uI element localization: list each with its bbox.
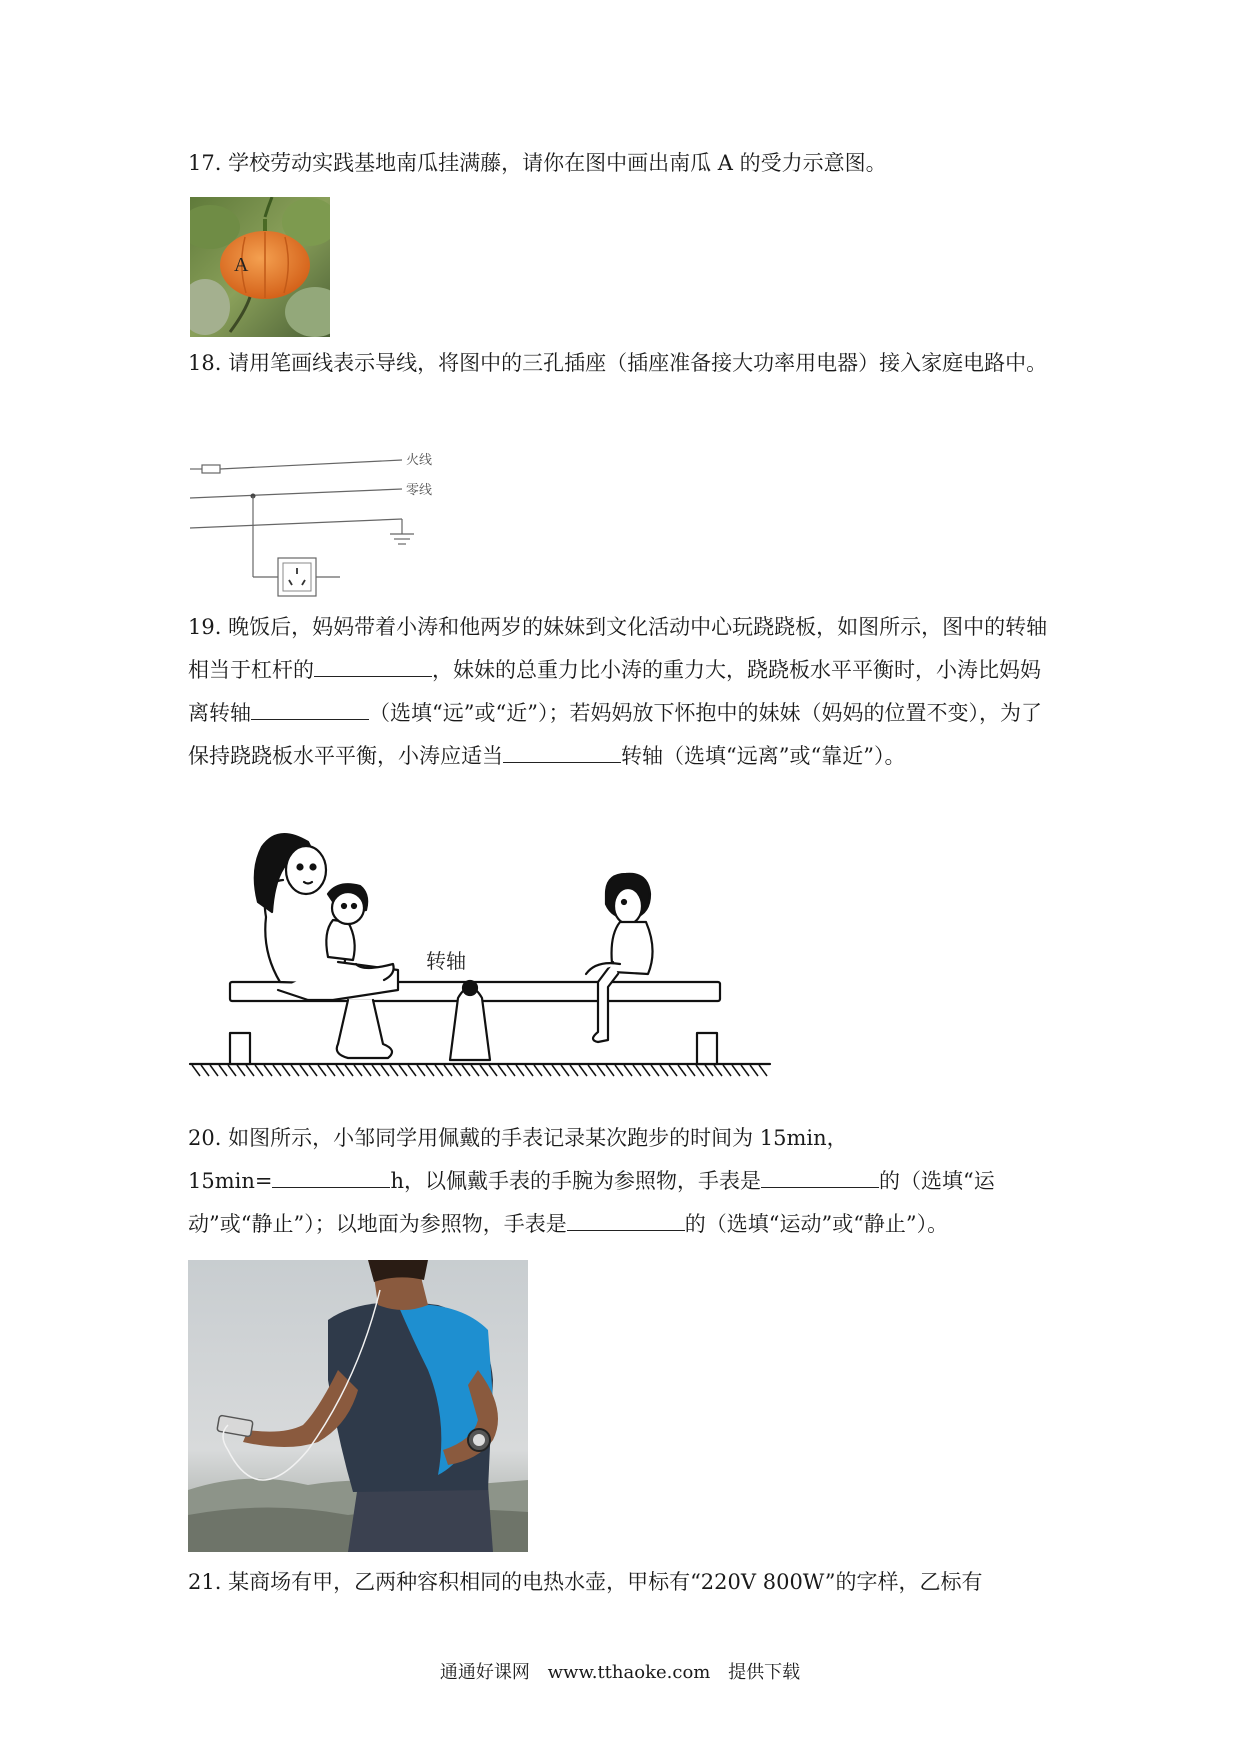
neutral-wire bbox=[190, 489, 402, 498]
footer-url[interactable]: www.tthaoke.com bbox=[547, 1662, 711, 1683]
ground-hatching bbox=[192, 1065, 767, 1076]
ground-wire bbox=[190, 519, 402, 528]
answer-blank-20-2[interactable] bbox=[761, 1161, 879, 1188]
question-19 bbox=[188, 606, 1058, 778]
question-20 bbox=[188, 1117, 1058, 1246]
runner-photo bbox=[188, 1260, 528, 1552]
answer-blank-19-1[interactable] bbox=[314, 650, 432, 677]
pumpkin-photo bbox=[190, 197, 330, 337]
live-wire-label: 火线 bbox=[406, 453, 433, 468]
circuit-diagram bbox=[190, 440, 450, 600]
question-18-text: 18. 请用笔画线表示导线，将图中的三孔插座（插座准备接大功率用电器）接入家庭电路中。 bbox=[188, 351, 1048, 375]
question-20-text-line1: 20. 如图所示，小邹同学用佩戴的手表记录某次跑步的时间为 15min， bbox=[188, 1126, 848, 1150]
answer-blank-19-2[interactable] bbox=[251, 693, 369, 720]
question-20-text-3: 的（选填“运动”或“静止”）；以地面为参照物，手表是 bbox=[188, 1169, 995, 1236]
fuse-icon bbox=[202, 465, 220, 473]
question-21 bbox=[188, 1561, 1058, 1604]
three-hole-socket-icon bbox=[278, 558, 316, 596]
ground-symbol-icon bbox=[390, 534, 414, 544]
footer-suffix: 提供下载 bbox=[728, 1662, 801, 1683]
question-20-text-2: h，以佩戴手表的手腕为参照物，手表是 bbox=[390, 1169, 762, 1193]
question-20-text-1: 15min= bbox=[188, 1169, 273, 1193]
page-footer bbox=[0, 1658, 1240, 1684]
question-17-text: 17. 学校劳动实践基地南瓜挂满藤，请你在图中画出南瓜 A 的受力示意图。 bbox=[188, 151, 887, 175]
pumpkin-label-a: A bbox=[234, 254, 249, 276]
question-19-text-4: 转轴（选填“远离”或“靠近”）。 bbox=[621, 744, 906, 768]
question-20-text-4: 的（选填“运动”或“静止”）。 bbox=[684, 1212, 949, 1236]
question-19-text-2: ，妹妹的总重力比小涛的重力大，跷跷板水平平衡时，小涛比妈妈离转轴 bbox=[188, 658, 1041, 725]
footer-site-name: 通通好课网 bbox=[439, 1662, 530, 1683]
pivot-label: 转轴 bbox=[426, 949, 466, 973]
neutral-wire-label: 零线 bbox=[406, 483, 433, 498]
seesaw-illustration bbox=[188, 822, 778, 1084]
answer-blank-20-1[interactable] bbox=[272, 1161, 390, 1188]
question-17 bbox=[188, 142, 1058, 185]
answer-blank-19-3[interactable] bbox=[503, 736, 621, 763]
answer-blank-20-3[interactable] bbox=[567, 1204, 685, 1231]
question-19-text-1: 19. 晚饭后，妈妈带着小涛和他两岁的妹妹到文化活动中心玩跷跷板，如图所示，图中的转轴相当于杠杆的 bbox=[188, 615, 1048, 682]
question-19-text-3: （选填“远”或“近”）；若妈妈放下怀抱中的妹妹（妈妈的位置不变），为了保持跷跷板水平平衡，小涛应适当 bbox=[188, 701, 1042, 768]
question-21-text: 21. 某商场有甲，乙两种容积相同的电热水壶，甲标有“220V 800W”的字样，乙标有 bbox=[188, 1570, 983, 1594]
question-18 bbox=[188, 342, 1058, 385]
live-wire bbox=[220, 460, 402, 469]
